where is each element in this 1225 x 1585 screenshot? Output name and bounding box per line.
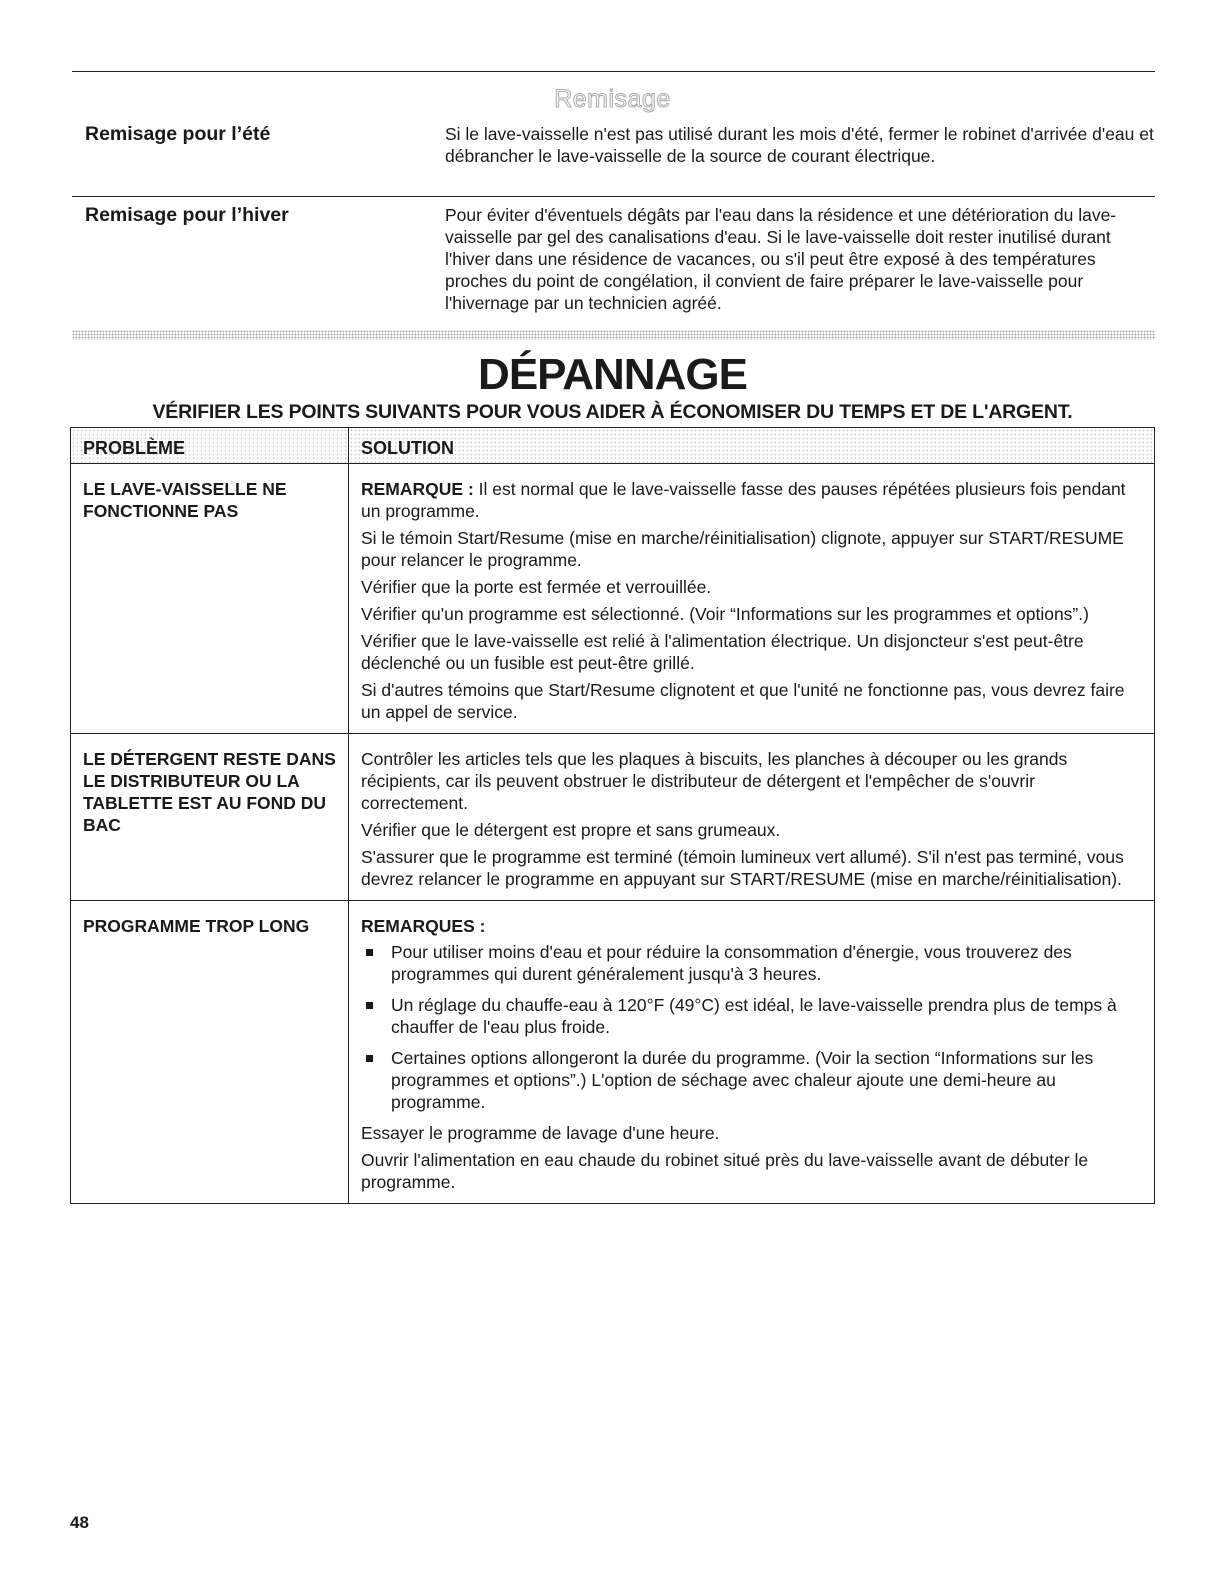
storage-item-label: Remisage pour l’été	[85, 123, 271, 145]
solution-paragraph: Vérifier qu'un programme est sélectionné. (Voir “Informations sur les programmes et options”.)	[361, 604, 1089, 624]
remark-text: Il est normal que le lave-vaisselle fasse des pauses répétées plusieurs fois pendant un programme.	[361, 479, 1126, 521]
solution-remark	[361, 478, 1132, 522]
storage-heading: Remisage	[554, 85, 671, 113]
list-item-text: Un réglage du chauffe-eau à 120°F (49°C) est idéal, le lave-vaisselle prendra plus de temps à chauffer de l'eau plus froide.	[391, 995, 1117, 1037]
page-title: DÉPANNAGE	[478, 350, 747, 399]
solution-paragraph: S'assurer que le programme est terminé (témoin lumineux vert allumé). S'il n'est pas terminé, vous devrez relancer le programme en appuyant sur START/RESUME (mise en marche/réinitialisation).	[361, 847, 1124, 889]
remarks-title: REMARQUES :	[361, 916, 486, 936]
remarks-list	[361, 941, 1132, 1113]
solution-paragraph: Vérifier que la porte est fermée et verrouillée.	[361, 577, 712, 597]
column-header-solution: SOLUTION	[349, 428, 1155, 464]
list-item	[361, 994, 1132, 1038]
list-item-text: Pour utiliser moins d'eau et pour réduire la consommation d'énergie, vous trouverez des programmes qui durent généralement jusqu'à 3 heures.	[391, 942, 1072, 984]
solution-cell	[349, 901, 1155, 1204]
square-bullet-icon	[366, 949, 373, 956]
solution-paragraph: Essayer le programme de lavage d'une heure.	[361, 1123, 720, 1143]
problem-cell: LE LAVE-VAISSELLE NE FONCTIONNE PAS	[71, 464, 349, 734]
section-separator	[72, 330, 1155, 340]
solution-paragraph: Si le témoin Start/Resume (mise en marche/réinitialisation) clignote, appuyer sur START/RESUME pour relancer le programme.	[361, 528, 1124, 570]
storage-item-text: Si le lave-vaisselle n'est pas utilisé durant les mois d'été, fermer le robinet d'arrivée d'eau et débrancher le lave-vaisselle de la source de courant électrique.	[445, 124, 1154, 166]
table-row	[71, 901, 1155, 1204]
storage-divider	[72, 196, 1155, 197]
solution-paragraph: Si d'autres témoins que Start/Resume clignotent et que l'unité ne fonctionne pas, vous devrez faire un appel de service.	[361, 680, 1125, 722]
solution-paragraph: Vérifier que le lave-vaisselle est relié à l'alimentation électrique. Un disjoncteur s'est peut-être déclenché ou un fusible est peut-être grillé.	[361, 631, 1084, 673]
remark-label: REMARQUE :	[361, 479, 474, 499]
square-bullet-icon	[366, 1002, 373, 1009]
page-number: 48	[70, 1513, 89, 1532]
list-item-text: Certaines options allongeront la durée du programme. (Voir la section “Informations sur les programmes et options”.) L'option de séchage avec chaleur ajoute une demi-heure au programme.	[391, 1048, 1094, 1112]
top-rule	[72, 71, 1155, 72]
page-subtitle: VÉRIFIER LES POINTS SUIVANTS POUR VOUS AIDER À ÉCONOMISER DU TEMPS ET DE L'ARGENT.	[152, 401, 1073, 423]
storage-item-text: Pour éviter d'éventuels dégâts par l'eau dans la résidence et une détérioration du lave-vaisselle par gel des canalisations d'eau. Si le lave-vaisselle doit rester inutilisé durant l'hiver dans une résidence de vacances, ou s'il peut être exposé à des températures proches du point de congélation, il convient de faire préparer le lave-vaisselle pour l'hivernage par un technicien agréé.	[445, 205, 1117, 313]
solution-paragraph: Contrôler les articles tels que les plaques à biscuits, les planches à découper ou les grands récipients, car ils peuvent obstruer le distributeur de détergent et l'empêcher de s'ouvrir correctement.	[361, 749, 1068, 813]
table-row	[71, 734, 1155, 901]
list-item	[361, 941, 1132, 985]
square-bullet-icon	[366, 1055, 373, 1062]
troubleshooting-table	[70, 427, 1155, 1204]
column-header-problem: PROBLÈME	[71, 428, 349, 464]
storage-item-label: Remisage pour l’hiver	[85, 204, 289, 226]
list-item	[361, 1047, 1132, 1113]
solution-cell	[349, 464, 1155, 734]
problem-cell: LE DÉTERGENT RESTE DANS LE DISTRIBUTEUR OU LA TABLETTE EST AU FOND DU BAC	[71, 734, 349, 901]
solution-paragraph: Ouvrir l'alimentation en eau chaude du robinet situé près du lave-vaisselle avant de débuter le programme.	[361, 1150, 1089, 1192]
solution-paragraph: Vérifier que le détergent est propre et sans grumeaux.	[361, 820, 781, 840]
table-header-row	[71, 428, 1155, 464]
problem-cell: PROGRAMME TROP LONG	[71, 901, 349, 1204]
table-row	[71, 464, 1155, 734]
solution-cell	[349, 734, 1155, 901]
